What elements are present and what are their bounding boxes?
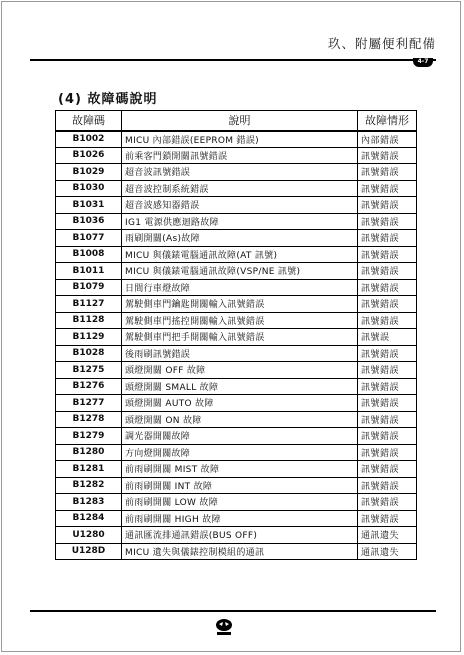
condition-cell: 訊號錯誤 [358, 461, 417, 478]
table-row [56, 131, 417, 148]
condition-cell: 訊號錯誤 [358, 378, 417, 395]
fault-code-cell: B1283 [56, 494, 122, 511]
description-cell: 駕駛側車門把手開關輸入訊號錯誤 [122, 329, 358, 346]
fault-code-cell: B1128 [56, 312, 122, 329]
description-cell: 超音波感知器錯誤 [122, 197, 358, 214]
condition-cell: 訊號錯誤 [358, 180, 417, 197]
condition-cell: 訊號錯誤 [358, 395, 417, 412]
column-header-code: 故障碼 [56, 111, 122, 131]
condition-cell: 訊號錯誤 [358, 477, 417, 494]
table-row [56, 147, 417, 164]
table-row [56, 428, 417, 445]
condition-cell: 通訊遺失 [358, 527, 417, 544]
fault-code-cell: B1079 [56, 279, 122, 296]
fault-code-cell: B1036 [56, 213, 122, 230]
condition-cell: 訊號錯誤 [358, 213, 417, 230]
fault-code-cell: B1281 [56, 461, 122, 478]
fault-code-cell: B1276 [56, 378, 122, 395]
table-row [56, 510, 417, 527]
table-row [56, 345, 417, 362]
description-cell: 調光器開關故障 [122, 428, 358, 445]
table-row [56, 296, 417, 313]
condition-cell: 訊號錯誤 [358, 197, 417, 214]
description-cell: MICU 遺失與儀錶控制模組的通訊 [122, 543, 358, 560]
fault-code-cell: U128D [56, 543, 122, 560]
table-row [56, 527, 417, 544]
table-row [56, 213, 417, 230]
table-row [56, 411, 417, 428]
page-number-badge: 4-7 [413, 58, 433, 67]
description-cell: 通訊匯流排通訊錯誤(BUS OFF) [122, 527, 358, 544]
description-cell: 駕駛側車門鑰匙開關輸入訊號錯誤 [122, 296, 358, 313]
table-row [56, 543, 417, 560]
description-cell: 超音波訊號錯誤 [122, 164, 358, 181]
description-cell: 前雨刷開關 INT 故障 [122, 477, 358, 494]
condition-cell: 訊號錯誤 [358, 246, 417, 263]
condition-cell: 訊號錯誤 [358, 279, 417, 296]
description-cell: 頭燈開關 ON 故障 [122, 411, 358, 428]
publisher-logo-icon [214, 617, 234, 637]
table-row [56, 378, 417, 395]
fault-code-cell: B1282 [56, 477, 122, 494]
table-row [56, 494, 417, 511]
condition-cell: 訊號誤 [358, 329, 417, 346]
description-cell: IG1 電源供應迴路故障 [122, 213, 358, 230]
condition-cell: 通訊遺失 [358, 543, 417, 560]
description-cell: 前雨刷開關 HIGH 故障 [122, 510, 358, 527]
fault-code-cell: B1029 [56, 164, 122, 181]
column-header-description: 說明 [122, 111, 358, 131]
description-cell: MICU 與儀錶電腦通訊故障(VSP/NE 訊號) [122, 263, 358, 280]
condition-cell: 訊號錯誤 [358, 296, 417, 313]
condition-cell: 訊號錯誤 [358, 362, 417, 379]
fault-code-cell: B1278 [56, 411, 122, 428]
table-row [56, 230, 417, 247]
description-cell: 前乘客門鎖開關訊號錯誤 [122, 147, 358, 164]
footer-rule [30, 610, 436, 612]
table-row [56, 197, 417, 214]
condition-cell: 訊號錯誤 [358, 312, 417, 329]
table-row [56, 477, 417, 494]
condition-cell: 訊號錯誤 [358, 345, 417, 362]
fault-code-cell: B1008 [56, 246, 122, 263]
fault-code-cell: B1129 [56, 329, 122, 346]
fault-code-cell: B1280 [56, 444, 122, 461]
description-cell: 日間行車燈故障 [122, 279, 358, 296]
table-header-row [56, 111, 417, 131]
description-cell: 超音波控制系統錯誤 [122, 180, 358, 197]
condition-cell: 訊號錯誤 [358, 411, 417, 428]
header-rule [30, 59, 436, 61]
description-cell: 方向燈開關故障 [122, 444, 358, 461]
description-cell: 前雨刷開關 MIST 故障 [122, 461, 358, 478]
table-row [56, 180, 417, 197]
description-cell: 雨刷開關(As)故障 [122, 230, 358, 247]
description-cell: MICU 內部錯誤(EEPROM 錯誤) [122, 131, 358, 148]
condition-cell: 訊號錯誤 [358, 147, 417, 164]
fault-code-cell: B1275 [56, 362, 122, 379]
table-row [56, 263, 417, 280]
table-row [56, 279, 417, 296]
fault-code-cell: B1011 [56, 263, 122, 280]
table-row [56, 362, 417, 379]
condition-cell: 內部錯誤 [358, 131, 417, 148]
fault-code-cell: B1277 [56, 395, 122, 412]
fault-code-cell: U1280 [56, 527, 122, 544]
description-cell: 頭燈開關 OFF 故障 [122, 362, 358, 379]
table-row [56, 312, 417, 329]
section-title: (4) 故障碼說明 [58, 92, 158, 107]
fault-code-cell: B1127 [56, 296, 122, 313]
description-cell: 頭燈開關 AUTO 故障 [122, 395, 358, 412]
description-cell: 前雨刷開關 LOW 故障 [122, 494, 358, 511]
table-row [56, 461, 417, 478]
fault-code-cell: B1026 [56, 147, 122, 164]
table-row [56, 395, 417, 412]
description-cell: 頭燈開關 SMALL 故障 [122, 378, 358, 395]
description-cell: 駕駛側車門搖控開關輸入訊號錯誤 [122, 312, 358, 329]
fault-code-cell: B1284 [56, 510, 122, 527]
description-cell: 後雨刷訊號錯誤 [122, 345, 358, 362]
table-row [56, 329, 417, 346]
fault-code-table [55, 110, 417, 560]
condition-cell: 訊號錯誤 [358, 164, 417, 181]
fault-code-cell: B1279 [56, 428, 122, 445]
table-row [56, 164, 417, 181]
column-header-condition: 故障情形 [358, 111, 417, 131]
condition-cell: 訊號錯誤 [358, 230, 417, 247]
fault-code-cell: B1002 [56, 131, 122, 148]
condition-cell: 訊號錯誤 [358, 494, 417, 511]
condition-cell: 訊號錯誤 [358, 444, 417, 461]
fault-code-cell: B1077 [56, 230, 122, 247]
fault-code-cell: B1031 [56, 197, 122, 214]
condition-cell: 訊號錯誤 [358, 428, 417, 445]
fault-code-cell: B1028 [56, 345, 122, 362]
table-row [56, 444, 417, 461]
chapter-heading: 玖、附屬便利配備 [327, 36, 436, 51]
fault-code-cell: B1030 [56, 180, 122, 197]
table-row [56, 246, 417, 263]
condition-cell: 訊號錯誤 [358, 263, 417, 280]
condition-cell: 訊號錯誤 [358, 510, 417, 527]
description-cell: MICU 與儀錶電腦通訊故障(AT 訊號) [122, 246, 358, 263]
